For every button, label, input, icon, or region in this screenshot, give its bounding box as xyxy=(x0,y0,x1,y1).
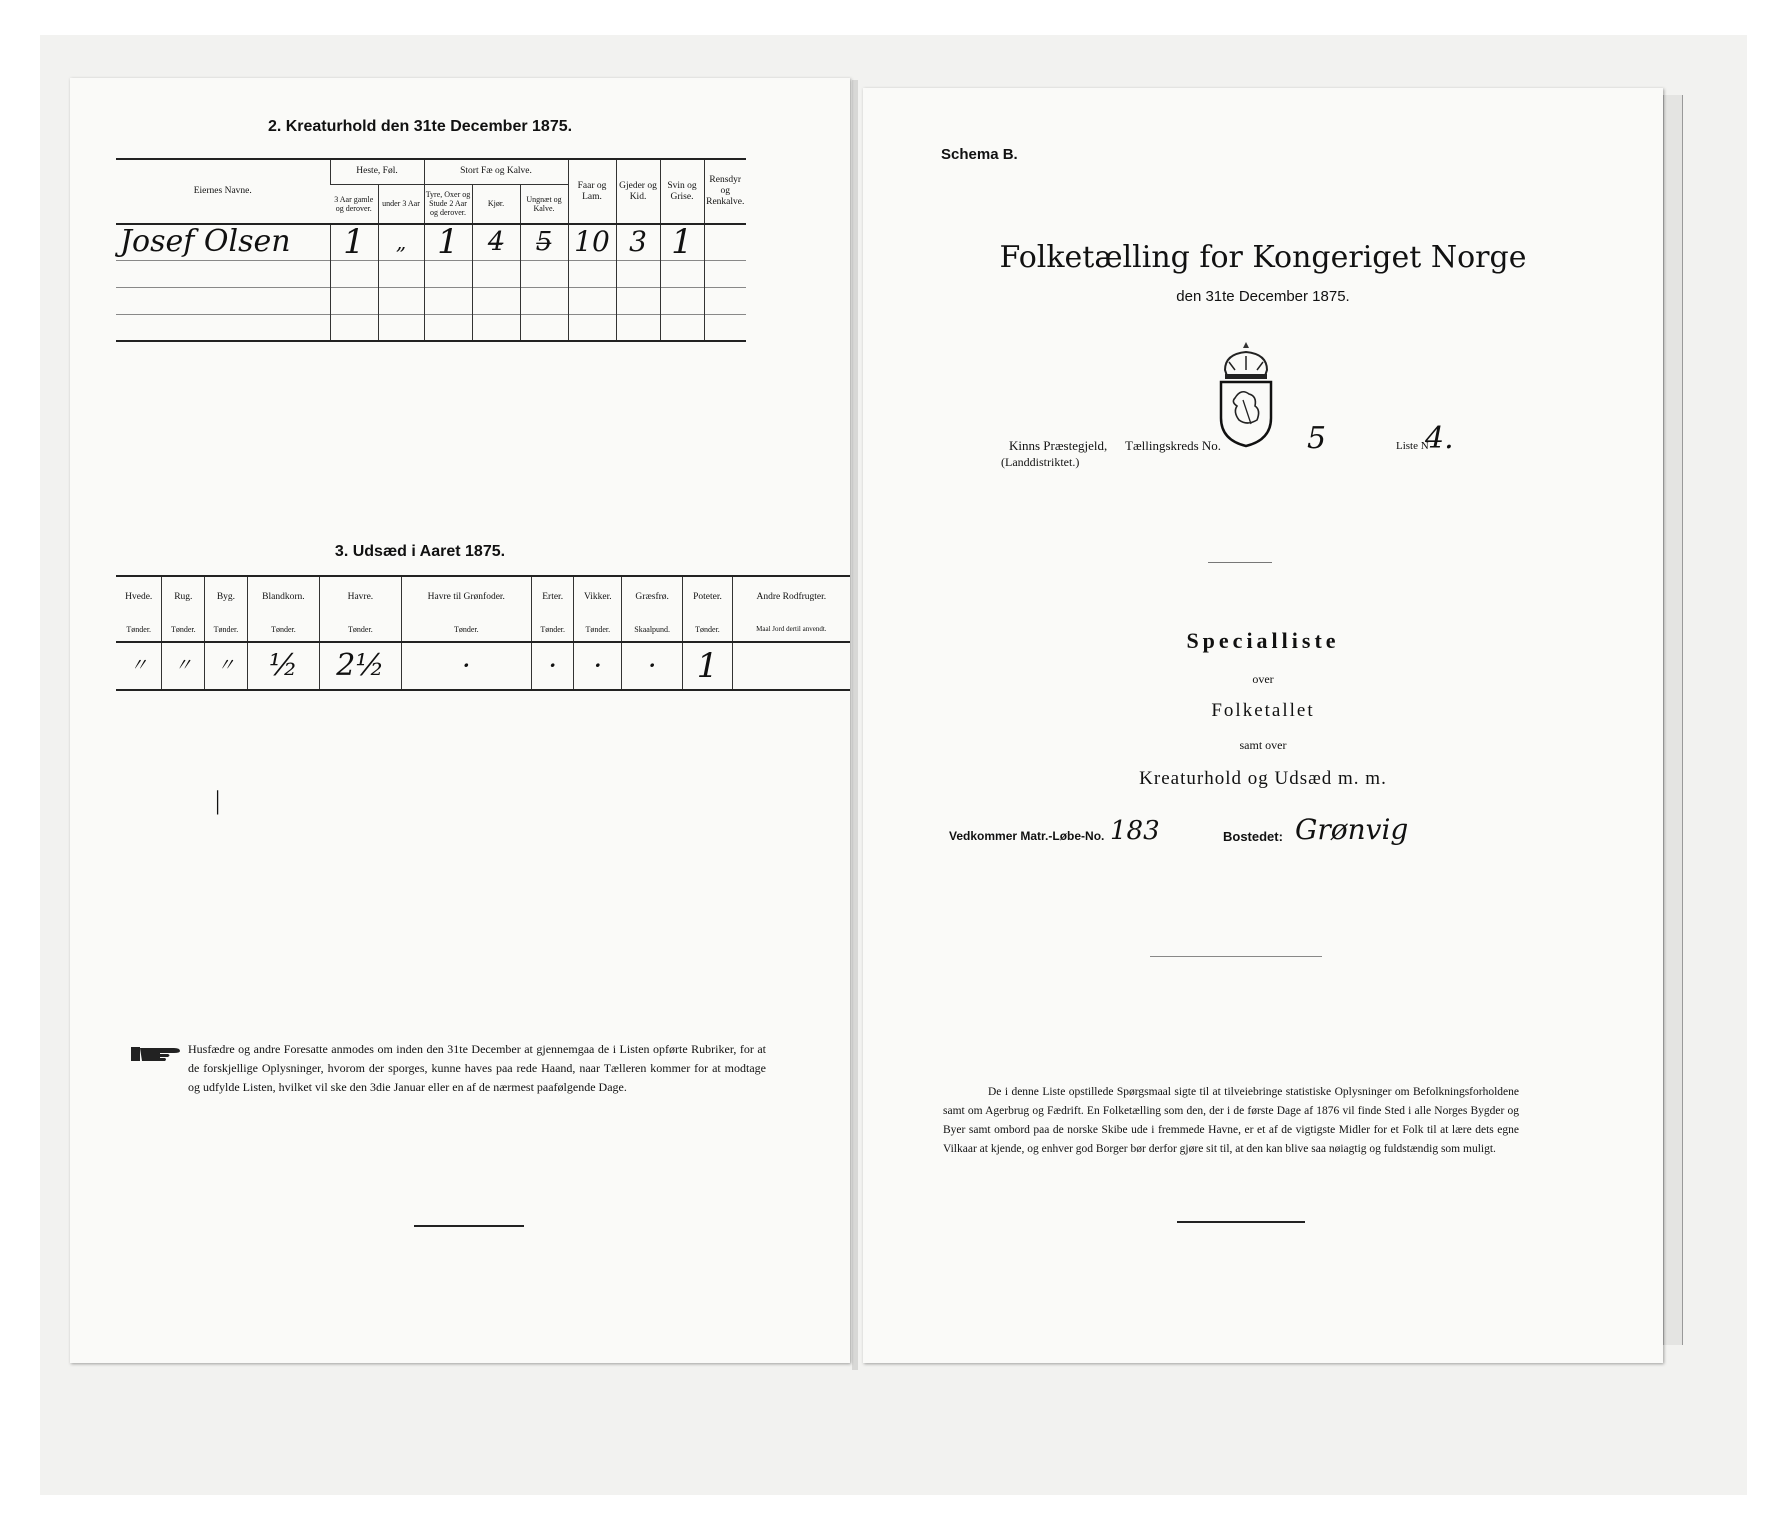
seed-header: Hvede. xyxy=(125,591,153,602)
short-rule xyxy=(1208,562,1272,563)
seed-value: 〃 xyxy=(205,642,248,690)
section3-title: 3. Udsæd i Aaret 1875. xyxy=(334,543,506,560)
bottom-paragraph: De i denne Liste opstillede Spørgsmaal sigte til at tilveiebringe statistiske Oplysninger om Befolkningsforholdene samt om Agerbrug og Fædrift. En Folketælling som den, der i de første Dage af 1876 vil finde Sted i alle Norges Bygder og Byer samt ombord paa de norske Skibe ude i fremmede Havne, er et af de vigtigste Midler for et Folk til at lære dets egne Vilkaar at kjende, og enhver god Borger bør derfor gjøre sit til, at den kan blive saa nøiagtig og fuldstændig som muligt. xyxy=(943,1086,1519,1155)
over-text: over xyxy=(1252,672,1274,686)
owner-name: Josef Olsen xyxy=(120,224,291,260)
seed-value: 〃 xyxy=(129,655,148,676)
table-row xyxy=(116,314,746,341)
sowing-table xyxy=(116,577,850,691)
unit-label: Tønder. xyxy=(126,624,152,634)
stray-pencil-mark: | xyxy=(215,786,221,815)
liste-value: 4. xyxy=(1425,421,1454,456)
sheep-header: Faar og Lam. xyxy=(568,160,616,224)
bosted-value: Grønvig xyxy=(1295,813,1409,846)
book-spine xyxy=(852,80,858,1370)
seed-value: · xyxy=(574,642,622,690)
kreds-value: 5 xyxy=(1307,421,1327,456)
goats-value: 3 xyxy=(616,224,660,260)
seed-header: Byg. xyxy=(205,577,248,617)
seed-value: 1 xyxy=(683,642,732,690)
horse-young-value: „ xyxy=(378,224,424,260)
seed-value xyxy=(732,642,850,690)
kreds-label: Tællingskreds No. xyxy=(1125,438,1222,453)
reindeer-header: Rensdyr og Renkalve. xyxy=(704,160,746,224)
cattle-cows-value: 4̶ xyxy=(472,224,520,260)
kreaturhold-line: Kreaturhold og Udsæd m. m. xyxy=(1139,768,1387,789)
reindeer-value xyxy=(704,224,746,260)
seed-header: Andre Rodfrugter. xyxy=(732,577,850,617)
seed-header: Erter. xyxy=(531,577,574,617)
prestegjeld-label: Kinns Præstegjeld, xyxy=(1009,438,1108,453)
seed-value: ½ xyxy=(247,642,319,690)
cattle-cows-header: Kjør. xyxy=(472,184,520,224)
matr-label: Vedkommer Matr.-Løbe-No. xyxy=(949,829,1105,843)
seed-value: · xyxy=(401,642,531,690)
seed-header: Blandkorn. xyxy=(247,577,319,617)
seed-value: · xyxy=(622,642,683,690)
schema-label: Schema B. xyxy=(941,146,1018,163)
seed-header: Vikker. xyxy=(574,577,622,617)
unit-label: Tønder. xyxy=(162,617,205,642)
seed-value: 2½ xyxy=(320,642,402,690)
divider-rule xyxy=(1150,956,1322,957)
unit-label: Tønder. xyxy=(320,617,402,642)
seed-header: Havre. xyxy=(320,577,402,617)
pointing-hand-icon xyxy=(130,1044,182,1069)
table-row xyxy=(116,260,746,287)
unit-label: Tønder. xyxy=(401,617,531,642)
section2-title: 2. Kreaturhold den 31te December 1875. xyxy=(267,118,573,135)
unit-label: Maal Jord dertil anvendt. xyxy=(732,617,850,642)
pigs-header: Svin og Grise. xyxy=(660,160,704,224)
liste-label: Liste N xyxy=(1396,440,1429,452)
closing-rule xyxy=(1177,1221,1305,1223)
left-page xyxy=(70,78,850,1363)
landdistrikt-label: (Landdistriktet.) xyxy=(1001,455,1080,469)
cattle-young-value: 5̶ xyxy=(520,224,568,260)
cattle-oxen-value: 1 xyxy=(424,224,472,260)
seed-header: Rug. xyxy=(162,577,205,617)
horse-group-header: Heste, Føl. xyxy=(330,160,424,184)
notice-text: Husfædre og andre Foresatte anmodes om inden den 31te December at gjennemgaa de i Listen opførte Rubriker, for at de forskjellige Oplysninger, hvorom der sporges, kunne haves paa rede Haand, naar Tælleren kommer for at modtage og udfylde Listen, hvilket vil ske den 3die Januar eller en af de nærmest paafølgende Dage. xyxy=(188,1042,766,1094)
coat-of-arms-icon xyxy=(1213,340,1279,455)
owner-header: Eiernes Navne. xyxy=(193,186,252,196)
unit-label: Tønder. xyxy=(247,617,319,642)
goats-header: Gjeder og Kid. xyxy=(616,160,660,224)
seed-header: Græsfrø. xyxy=(622,577,683,617)
unit-label: Skaalpund. xyxy=(622,617,683,642)
cattle-young-header: Ungnæt og Kalve. xyxy=(520,184,568,224)
seed-header: Havre til Grønfoder. xyxy=(401,577,531,617)
unit-label: Tønder. xyxy=(683,617,732,642)
spec-title: Specialliste xyxy=(1186,628,1340,653)
seed-value: · xyxy=(531,642,574,690)
page-edge-stack xyxy=(1663,95,1683,1345)
matr-value: 183 xyxy=(1110,816,1160,846)
cattle-group-header: Stort Fæ og Kalve. xyxy=(424,160,568,184)
main-title: Folketælling for Kongeriget Norge xyxy=(999,240,1527,275)
unit-label: Tønder. xyxy=(531,617,574,642)
pigs-value: 1 xyxy=(660,224,704,260)
seed-value: 〃 xyxy=(162,642,205,690)
right-page xyxy=(863,88,1663,1363)
folketallet-text: Folketallet xyxy=(1211,700,1315,721)
samt-over-text: samt over xyxy=(1239,738,1287,752)
seed-header: Poteter. xyxy=(683,577,732,617)
horse-young-header: under 3 Aar xyxy=(378,184,424,224)
unit-label: Tønder. xyxy=(205,617,248,642)
sheep-value: 10 xyxy=(568,224,616,260)
horse-old-header: 3 Aar gamle og derover. xyxy=(334,194,374,213)
horse-old-value: 1 xyxy=(330,224,378,260)
livestock-table xyxy=(116,160,746,342)
cattle-oxen-header: Tyre, Oxer og Stude 2 Aar og derover. xyxy=(424,184,472,224)
closing-rule xyxy=(414,1225,524,1227)
table-row xyxy=(116,287,746,314)
bosted-label: Bostedet: xyxy=(1223,829,1283,844)
date-line: den 31te December 1875. xyxy=(1176,288,1350,305)
unit-label: Tønder. xyxy=(574,617,622,642)
